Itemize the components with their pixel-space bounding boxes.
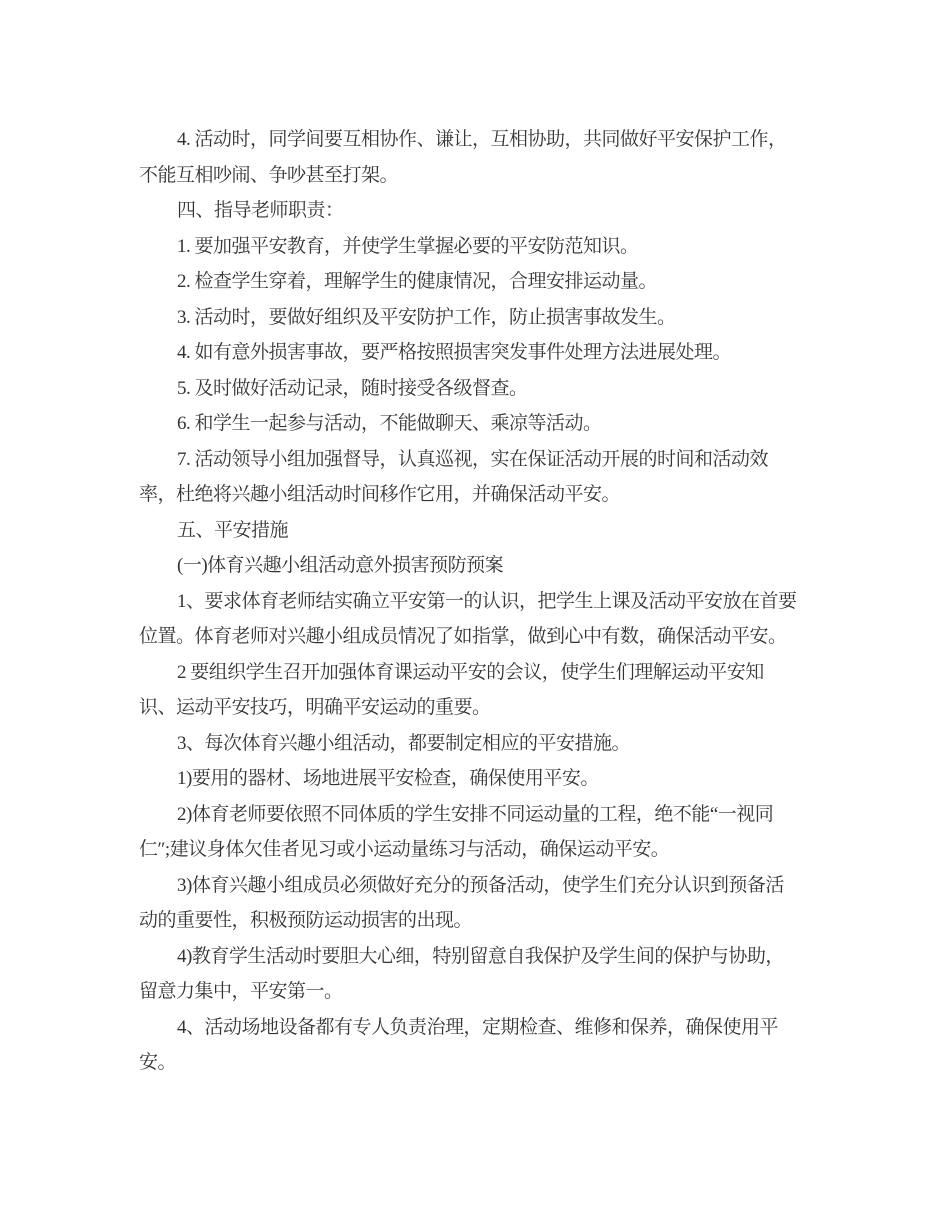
text-line: 安。: [139, 1052, 177, 1073]
text-line: 2 要组织学生召开加强体育课运动平安的会议，使学生们理解运动平安知: [177, 661, 764, 683]
text-line: 4. 如有意外损害事故，要严格按照损害突发事件处理方法进展处理。: [177, 342, 732, 363]
text-line: 2. 检查学生穿着，理解学生的健康情况，合理安排运动量。: [177, 271, 658, 292]
text-line: 5. 及时做好活动记录，随时接受各级督查。: [177, 377, 528, 399]
text-line: 1、要求体育老师结实确立平安第一的认识，把学生上课及活动平安放在首要: [177, 590, 797, 612]
text-line: 4. 活动时，同学间要互相协作、谦让，互相协助，共同做好平安保护工作，: [177, 129, 787, 150]
section-heading: 五、平安措施: [177, 519, 289, 541]
text-line: 率，杜绝将兴趣小组活动时间移作它用，并确保活动平安。: [139, 484, 621, 505]
section-heading: 四、指导老师职责：: [177, 200, 344, 221]
text-line: 3. 活动时，要做好组织及平安防护工作，防止损害事故发生。: [177, 306, 676, 328]
text-line: 仁″;建议身体欠佳者见习或小运动量练习与活动，确保运动平安。: [139, 839, 670, 860]
text-line: 6. 和学生一起参与活动，不能做聊天、乘凉等活动。: [177, 413, 602, 434]
subsection-heading: (一)体育兴趣小组活动意外损害预防预案: [177, 555, 504, 576]
text-line: 1)要用的器材、场地进展平安检查，确保使用平安。: [177, 768, 599, 789]
text-line: 2)体育老师要依照不同体质的学生安排不同运动量的工程，绝不能“一视同: [177, 803, 774, 825]
document-body: [139, 122, 899, 1081]
text-line: 3、每次体育兴趣小组活动，都要制定相应的平安措施。: [177, 732, 631, 754]
text-line: 动的重要性，积极预防运动损害的出现。: [139, 910, 473, 931]
text-line: 3)体育兴趣小组成员必须做好充分的预备活动，使学生们充分认识到预备活: [177, 874, 784, 896]
text-line: 4)教育学生活动时要胆大心细，特别留意自我保护及学生间的保护与协助，: [177, 945, 784, 967]
text-line: 位置。体育老师对兴趣小组成员情况了如指掌，做到心中有数，确保活动平安。: [139, 626, 787, 647]
text-line: 识、运动平安技巧，明确平安运动的重要。: [139, 697, 491, 718]
text-line: 留意力集中，平安第一。: [139, 981, 343, 1002]
text-line: 4、活动场地设备都有专人负责治理，定期检查、维修和保养，确保使用平: [177, 1016, 779, 1038]
text-line: 7. 活动领导小组加强督导，认真巡视，实在保证活动开展的时间和活动效: [177, 448, 769, 470]
text-line: 不能互相吵闹、争吵甚至打架。: [139, 164, 399, 186]
text-line: 1. 要加强平安教育，并使学生掌握必要的平安防范知识。: [177, 235, 639, 257]
